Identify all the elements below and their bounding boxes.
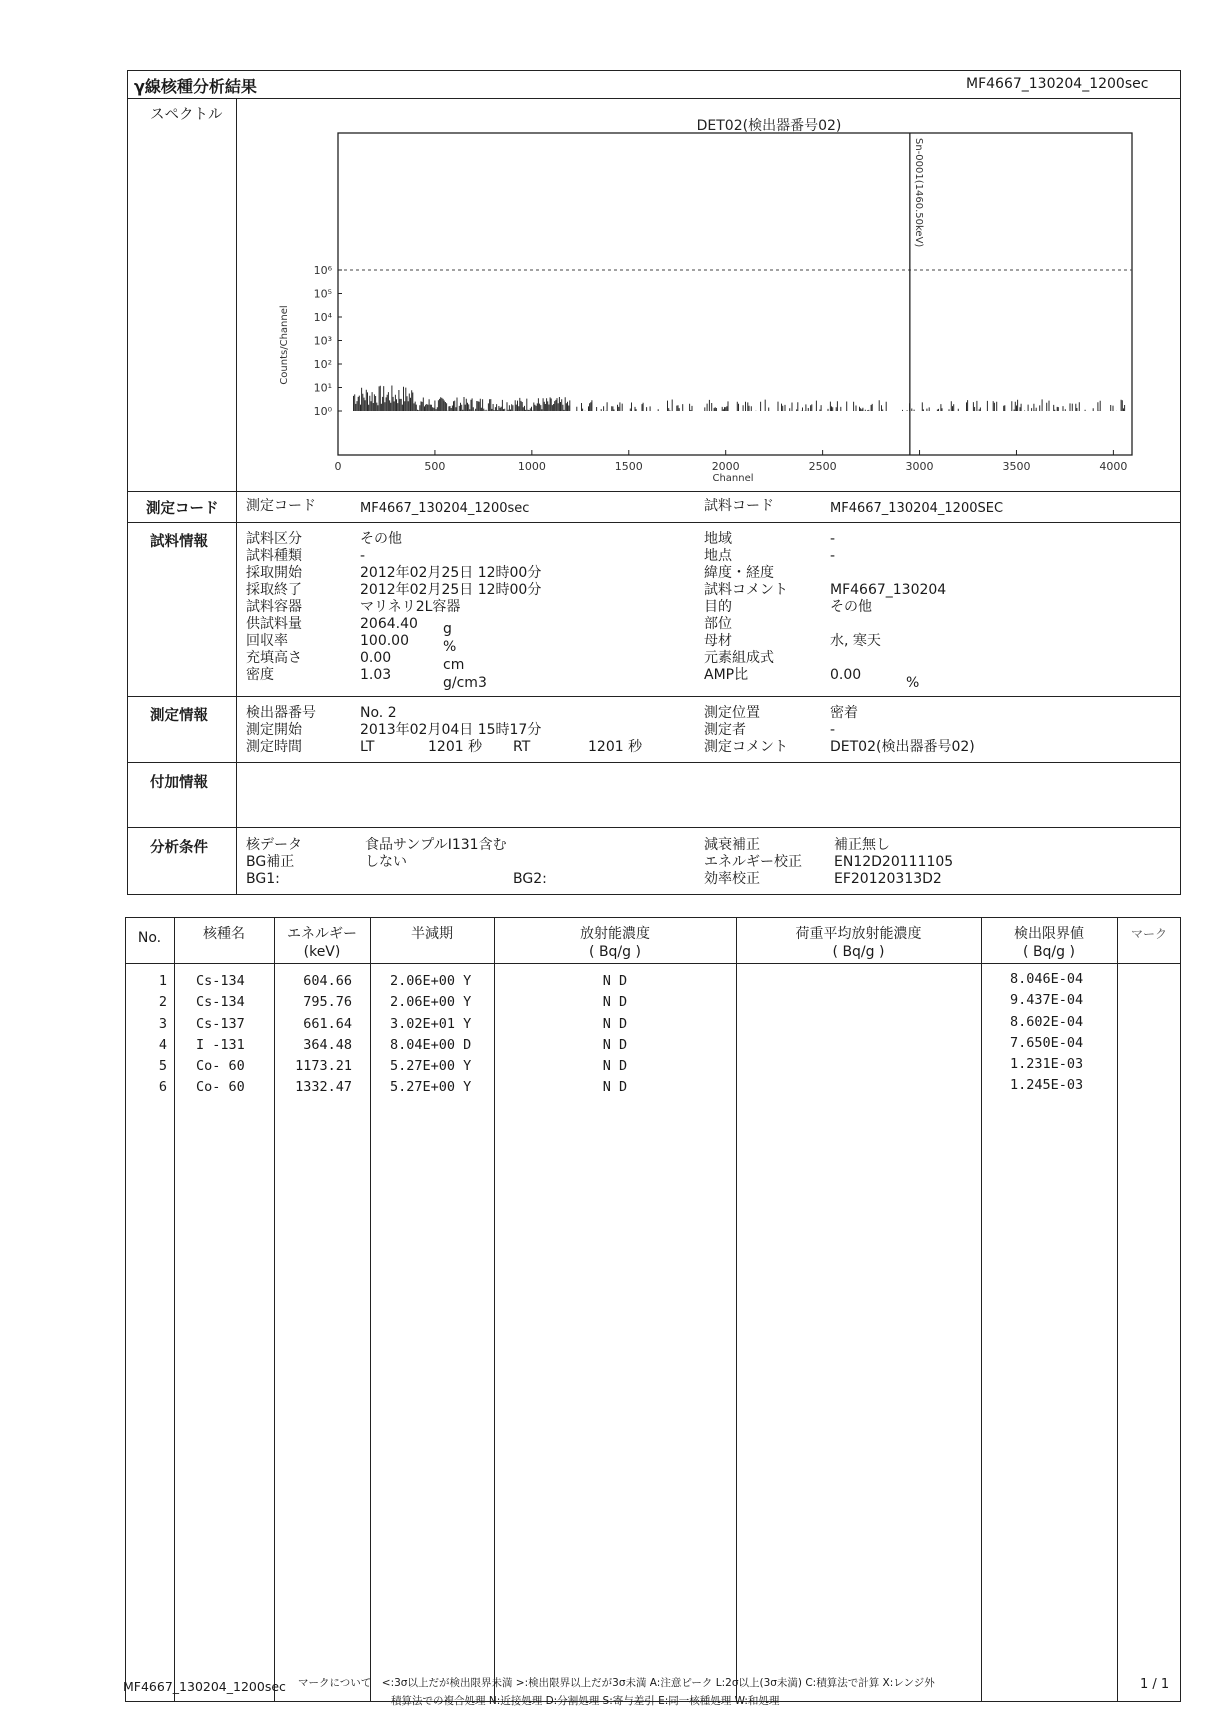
header-no: No. xyxy=(137,930,162,946)
row-activity-5: N D xyxy=(602,1058,628,1075)
sample-right-label-8: 元素組成式 xyxy=(704,650,774,666)
row-nuclide-6: Co- 60 xyxy=(196,1079,245,1096)
measurement-time-label: 測定時間 xyxy=(246,739,302,755)
bg-correction-value: しない xyxy=(365,854,407,870)
sample-info-section-label: 試料情報 xyxy=(150,534,208,550)
column-half-life xyxy=(390,971,471,1099)
column-energy xyxy=(274,971,352,1099)
x-tick-label-0: 0 xyxy=(334,460,342,473)
row-activity-6: N D xyxy=(602,1079,628,1096)
sample-info-left-labels xyxy=(246,531,302,684)
reference-peak-label: Sn-0001(1460.50keV) xyxy=(912,138,924,248)
sample-right-value-3 xyxy=(830,565,946,582)
sample-left-value-4: 2012年02月25日 12時00分 xyxy=(360,582,542,598)
rt-value: 1201 秒 xyxy=(588,739,643,755)
row-energy-5: 1173.21 xyxy=(295,1058,352,1075)
analysis-conditions-section-label: 分析条件 xyxy=(150,840,208,856)
row-no-1: 1 xyxy=(158,973,167,989)
header-activity: 放射能濃度 xyxy=(580,926,650,942)
row-no-4: 4 xyxy=(158,1036,167,1053)
sample-code-value: MF4667_130204_1200SEC xyxy=(830,501,1004,516)
column-detection-limit xyxy=(1010,969,1083,1097)
row-activity-2: N D xyxy=(602,994,628,1011)
header-detection-limit-unit: ( Bq/g ) xyxy=(1023,944,1075,960)
x-tick-label-4: 2000 xyxy=(711,460,740,473)
row-detection-limit-3: 8.602E-04 xyxy=(1010,1013,1084,1030)
additional-info-section-label: 付加情報 xyxy=(150,775,208,791)
header-weighted-activity-unit: ( Bq/g ) xyxy=(832,944,885,960)
sample-right-label-6: 部位 xyxy=(704,616,732,632)
row-no-5: 5 xyxy=(158,1058,167,1075)
sample-right-value-9: 0.00 xyxy=(830,667,862,683)
column-nuclide xyxy=(196,971,245,1099)
lt-label: LT xyxy=(360,739,375,755)
x-tick-label-8: 4000 xyxy=(1099,460,1128,473)
nuclide-data-value: 食品サンプルI131含む xyxy=(365,837,507,853)
row-energy-1: 604.66 xyxy=(303,973,352,989)
bg-correction-label: BG補正 xyxy=(246,854,295,870)
y-axis-label: Counts/Channel xyxy=(279,305,290,385)
sample-left-label-3: 採取開始 xyxy=(246,565,302,581)
sample-right-label-5: 目的 xyxy=(704,599,732,615)
x-tick-label-6: 3000 xyxy=(905,460,934,473)
row-no-6: 6 xyxy=(158,1079,167,1096)
row-energy-2: 795.76 xyxy=(303,994,352,1011)
measurement-code-section-label: 測定コード xyxy=(146,501,219,517)
footer-page-number: 1 / 1 xyxy=(1140,1677,1170,1692)
sample-left-label-4: 採取終了 xyxy=(246,582,302,598)
row-nuclide-3: Cs-137 xyxy=(196,1015,245,1032)
spectrum-label: スペクトル xyxy=(150,107,223,123)
y-tick-label-0: 10⁰ xyxy=(313,405,332,418)
sample-right-label-9: AMP比 xyxy=(704,667,749,683)
sample-right-value-4: MF4667_130204 xyxy=(830,582,947,598)
efficiency-calibration-value: EF20120313D2 xyxy=(834,871,942,887)
position-value: 密着 xyxy=(830,705,858,721)
sample-left-label-9: 密度 xyxy=(246,667,274,683)
column-activity xyxy=(494,971,736,1099)
position-label: 測定位置 xyxy=(704,705,760,721)
operator-value: - xyxy=(830,722,836,738)
sample-right-label-3: 緯度・経度 xyxy=(704,565,774,581)
row-half-life-5: 5.27E+00 Y xyxy=(390,1058,472,1075)
operator-label: 測定者 xyxy=(704,722,746,738)
sample-left-label-8: 充填高さ xyxy=(246,650,302,666)
row-no-3: 3 xyxy=(158,1015,167,1032)
measurement-code-value: MF4667_130204_1200sec xyxy=(360,501,530,516)
x-axis-label: Channel xyxy=(712,473,754,484)
row-half-life-6: 5.27E+00 Y xyxy=(390,1079,472,1096)
header-detection-limit: 検出限界値 xyxy=(1014,926,1084,942)
header-activity-unit: ( Bq/g ) xyxy=(589,944,641,960)
header-energy-unit: (keV) xyxy=(303,944,341,960)
sample-unit-percent: % xyxy=(443,639,457,655)
efficiency-calibration-label: 効率校正 xyxy=(704,871,760,887)
measurement-comment-value: DET02(検出器番号02) xyxy=(830,739,975,755)
footer-file-id: MF4667_130204_1200sec xyxy=(123,1679,286,1694)
sample-left-label-5: 試料容器 xyxy=(246,599,302,615)
sample-left-label-2: 試料種類 xyxy=(246,548,302,564)
row-half-life-1: 2.06E+00 Y xyxy=(390,973,472,989)
spectrum-chart xyxy=(237,100,1179,490)
header-energy: エネルギー xyxy=(287,926,357,942)
x-tick-label-2: 1000 xyxy=(517,460,546,473)
header-weighted-activity: 荷重平均放射能濃度 xyxy=(795,926,922,942)
y-tick-label-1: 10¹ xyxy=(313,381,332,395)
row-no-2: 2 xyxy=(158,994,167,1011)
x-tick-label-5: 2500 xyxy=(808,460,837,473)
row-energy-4: 364.48 xyxy=(303,1036,352,1053)
sample-left-value-2: - xyxy=(360,548,366,564)
decay-correction-label: 減衰補正 xyxy=(704,837,760,853)
measurement-start-value: 2013年02月04日 15時17分 xyxy=(360,722,542,738)
sample-code-label: 試料コード xyxy=(704,498,774,514)
row-half-life-4: 8.04E+00 D xyxy=(390,1036,472,1053)
row-activity-4: N D xyxy=(602,1036,628,1053)
measurement-info-section-label: 測定情報 xyxy=(150,708,208,724)
y-tick-label-6: 10⁶ xyxy=(313,264,332,277)
detector-label: 検出器番号 xyxy=(246,705,316,721)
y-tick-label-5: 10⁵ xyxy=(313,287,332,301)
sample-left-value-6: 2064.40 xyxy=(360,616,418,632)
y-tick-label-4: 10⁴ xyxy=(313,311,332,324)
sample-unit-cm: cm xyxy=(443,657,465,673)
row-activity-1: N D xyxy=(602,973,628,989)
row-nuclide-4: I -131 xyxy=(196,1036,245,1053)
header-nuclide: 核種名 xyxy=(203,926,245,942)
sample-right-label-1: 地域 xyxy=(704,531,732,547)
row-half-life-3: 3.02E+01 Y xyxy=(390,1015,472,1032)
sample-left-value-7: 100.00 xyxy=(360,633,409,649)
header-mark: マーク xyxy=(1130,927,1167,941)
sample-left-label-1: 試料区分 xyxy=(246,531,302,547)
sample-left-label-6: 供試料量 xyxy=(246,616,302,632)
report-title: γ線核種分析結果 xyxy=(134,77,257,96)
row-activity-3: N D xyxy=(602,1015,628,1032)
measurement-comment-label: 測定コメント xyxy=(704,739,788,755)
row-energy-3: 661.64 xyxy=(303,1015,352,1032)
row-detection-limit-4: 7.650E-04 xyxy=(1010,1034,1084,1051)
header-half-life: 半減期 xyxy=(411,926,453,942)
sample-unit-g: g xyxy=(443,621,452,637)
rt-label: RT xyxy=(513,739,531,755)
nuclide-data-label: 核データ xyxy=(246,837,302,853)
measurement-code-label: 測定コード xyxy=(246,498,316,514)
row-detection-limit-5: 1.231E-03 xyxy=(1010,1056,1084,1073)
footer-mark-legend: マークについて <:3σ以上だが検出限界未満 >:検出限界以上だが3σ未満 A:注意ピーク L:2σ以上(3σ未満) C:積算法で計算 X:レンジ外 xyxy=(298,1677,935,1689)
y-tick-label-3: 10³ xyxy=(313,334,332,348)
sample-right-value-6 xyxy=(830,616,946,633)
row-nuclide-5: Co- 60 xyxy=(196,1058,245,1075)
row-energy-6: 1332.47 xyxy=(295,1079,352,1096)
energy-calibration-label: エネルギー校正 xyxy=(704,854,802,870)
detector-value: No. 2 xyxy=(360,705,397,721)
sample-right-value-2: - xyxy=(830,548,836,564)
measurement-start-label: 測定開始 xyxy=(246,722,302,738)
sample-info-right-values xyxy=(830,531,946,684)
column-no xyxy=(125,971,167,1099)
bg2-label: BG2: xyxy=(513,871,547,887)
sample-right-value-1: - xyxy=(830,531,836,547)
lt-value: 1201 秒 xyxy=(428,739,483,755)
sample-info-right-labels xyxy=(704,531,788,684)
sample-left-label-7: 回収率 xyxy=(246,633,288,649)
sample-right-value-5: その他 xyxy=(830,599,872,615)
amp-unit: % xyxy=(906,675,920,691)
report-file-id: MF4667_130204_1200sec xyxy=(966,76,1149,92)
row-nuclide-1: Cs-134 xyxy=(196,973,245,989)
x-tick-label-1: 500 xyxy=(424,460,446,473)
footer-mark-legend-2: 積算法での複合処理 N:近接処理 D:分割処理 S:寄与差引 E:同一核種処理 W:和処理 xyxy=(391,1695,780,1707)
sample-left-value-5: マリネリ2L容器 xyxy=(360,599,461,615)
sample-right-value-7: 水, 寒天 xyxy=(830,633,881,649)
row-detection-limit-1: 8.046E-04 xyxy=(1010,971,1084,987)
sample-left-value-1: その他 xyxy=(360,531,402,547)
sample-unit-density: g/cm3 xyxy=(443,675,487,691)
bg1-label: BG1: xyxy=(246,871,280,887)
chart-title: DET02(検出器番号02) xyxy=(696,118,842,134)
row-detection-limit-6: 1.245E-03 xyxy=(1010,1077,1084,1094)
row-nuclide-2: Cs-134 xyxy=(196,994,245,1011)
x-tick-label-7: 3500 xyxy=(1002,460,1031,473)
energy-calibration-value: EN12D20111105 xyxy=(834,854,954,870)
y-tick-label-2: 10² xyxy=(313,358,332,371)
sample-left-value-3: 2012年02月25日 12時00分 xyxy=(360,565,542,581)
sample-right-label-7: 母材 xyxy=(704,633,732,649)
sample-left-value-8: 0.00 xyxy=(360,650,392,666)
sample-right-label-2: 地点 xyxy=(704,548,732,564)
sample-left-value-9: 1.03 xyxy=(360,667,392,683)
sample-right-label-4: 試料コメント xyxy=(704,582,788,598)
sample-right-value-8 xyxy=(830,650,946,667)
spectrum-trace xyxy=(354,386,1125,412)
decay-correction-value: 補正無し xyxy=(834,837,890,853)
row-half-life-2: 2.06E+00 Y xyxy=(390,994,472,1011)
row-detection-limit-2: 9.437E-04 xyxy=(1010,992,1084,1009)
x-tick-label-3: 1500 xyxy=(614,460,643,473)
